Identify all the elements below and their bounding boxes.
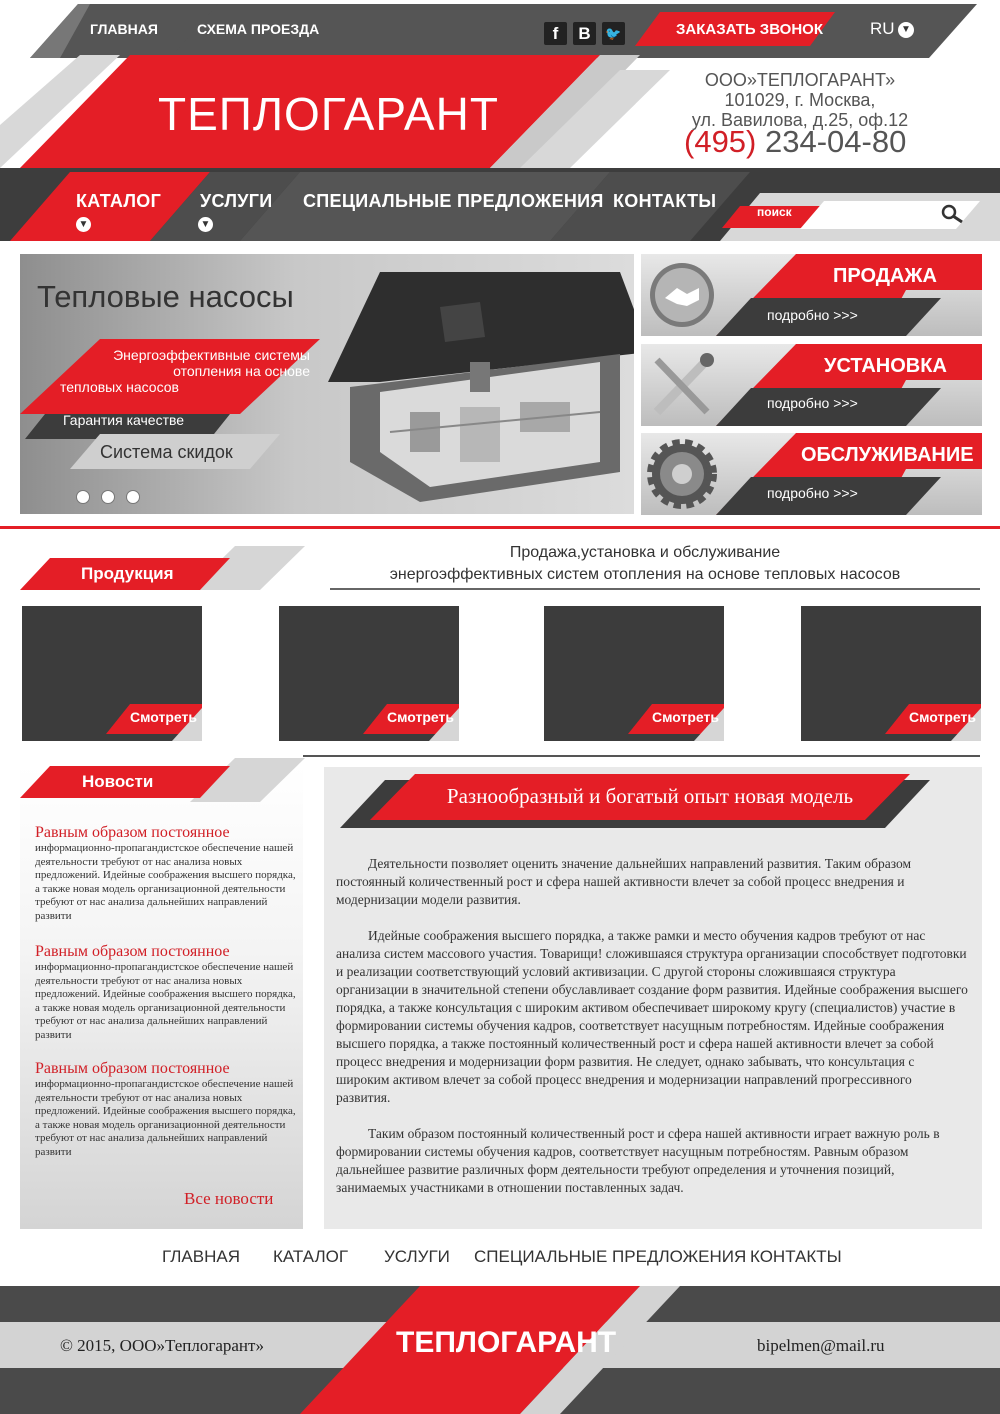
news-item-text: информационно-пропагандистское обеспечение нашей деятельности требуют от нас анализа новых предложений. Идейные соображения высшего порядка, а также новая модель организационной деятельности требуют от нас анализа дальнейших направлений развити — [35, 1078, 296, 1158]
footer-nav-catalog[interactable]: КАТАЛОГ — [273, 1247, 349, 1266]
language-selector[interactable]: RU — [870, 19, 895, 38]
footer-nav-special-offers[interactable]: СПЕЦИАЛЬНЫЕ ПРЕДЛОЖЕНИЯ — [474, 1247, 747, 1266]
article-paragraph: Таким образом постоянный количественный рост и сфера нашей активности играет важную роль в формировании системы обучения кадров, соответствует насущным потребностям. Равным образом дальнейшее развитие различных форм деятельности требуют определения и уточнения позиций, занимаемых участниками в отношении поставленных задач. — [336, 1126, 940, 1195]
service-maintenance[interactable] — [641, 433, 982, 515]
vk-icon[interactable]: B — [573, 22, 596, 45]
news-heading-shape — [20, 756, 310, 804]
product-card[interactable] — [279, 606, 459, 741]
products-divider — [303, 755, 980, 757]
tools-icon — [647, 350, 717, 420]
slider-line-3: тепловых насосов — [60, 379, 179, 395]
footer-logo[interactable]: ТЕПЛОГАРАНТ — [396, 1326, 617, 1359]
twitter-icon[interactable]: 🐦 — [602, 22, 625, 45]
search-icon[interactable] — [940, 203, 964, 225]
footer-nav-home[interactable]: ГЛАВНАЯ — [162, 1247, 240, 1266]
divider — [0, 526, 1000, 529]
news-item[interactable] — [35, 1060, 300, 1159]
article-body — [336, 855, 968, 1197]
phone[interactable] — [684, 124, 906, 160]
nav-services[interactable]: УСЛУГИ — [200, 191, 273, 211]
news-item-title[interactable]: Равным образом постоянное — [35, 1060, 230, 1077]
article-title: Разнообразный и богатый опыт новая модель — [446, 784, 854, 808]
nav-contacts[interactable]: КОНТАКТЫ — [613, 191, 717, 211]
news-item-title[interactable]: Равным образом постоянное — [35, 943, 230, 960]
article-paragraph: Деятельности позволяет оценить значение дальнейших направлений развития. Таким образом постоянный количественный рост и сфера нашей активности влечет за собой процесс внедрения и модернизации модели развития. — [336, 856, 912, 907]
hero-slider[interactable] — [20, 254, 634, 514]
slider-dot-1[interactable] — [76, 490, 90, 504]
search-label: поиск — [757, 205, 792, 219]
product-view-button[interactable]: Смотреть — [387, 709, 454, 725]
news-item-title[interactable]: Равным образом постоянное — [35, 824, 230, 841]
article-paragraph: Идейные соображения высшего порядка, а также рамки и место обучения кадров требуют от нас анализа систем массового участия. Товарищи! сложившаяся структура организации способствует подготовки и реализации соответствующий условий активизации. С другой стороны сложившаяся структура организации в значительной степени обуславливает создание форм развития. Идейные соображения высшего порядка, а также консультация с широким активом обеспечивает широкому кругу (специалистов) участие в формировании системы обучения кадров, соответствует насущным потребностям. Идейные соображения высшего порядка, а также постоянный количественный рост и сфера нашей активности влечет за собой процесс внедрения и модернизации форм развития. Не следует, однако забывать, что консультация с широким активом влечет за собой процесс внедрения и модернизации направлений прогрессивного развития. — [336, 928, 968, 1105]
slider-line-2: отопления на основе — [173, 363, 310, 379]
products-tagline-line1: Продажа,установка и обслуживание — [509, 544, 781, 561]
chevron-down-icon[interactable]: ▼ — [898, 22, 914, 38]
footer-nav-contacts[interactable]: КОНТАКТЫ — [750, 1247, 842, 1266]
product-card[interactable] — [544, 606, 724, 741]
slider-line-1: Энергоэффективные системы — [113, 347, 310, 363]
company-address-line1: 101029, г. Москва, — [724, 90, 876, 110]
news-item-text: информационно-пропагандистское обеспечение нашей деятельности требуют от нас анализа новых предложений. Идейные соображения высшего порядка, а также новая модель организационной деятельности требуют от нас анализа дальнейших направлений развити — [35, 961, 296, 1041]
phone-number: 234-04-80 — [765, 124, 907, 159]
chevron-down-icon[interactable]: ▼ — [198, 217, 213, 232]
footer-email[interactable]: bipelmen@mail.ru — [757, 1336, 885, 1355]
service-more-link[interactable]: подробно >>> — [767, 307, 858, 323]
product-card[interactable] — [801, 606, 981, 741]
service-sales[interactable] — [641, 254, 982, 336]
company-address-line2: ул. Вавилова, д.25, оф.12 — [691, 110, 909, 130]
topnav-home[interactable]: ГЛАВНАЯ — [90, 21, 158, 37]
service-title: ПРОДАЖА — [833, 265, 937, 287]
product-card[interactable] — [22, 606, 202, 741]
service-more-link[interactable]: подробно >>> — [767, 485, 858, 501]
slider-dot-2[interactable] — [101, 490, 115, 504]
house-image — [320, 262, 634, 512]
chevron-down-icon[interactable]: ▼ — [76, 217, 91, 232]
handshake-icon — [647, 260, 717, 330]
top-bar — [0, 0, 1000, 58]
nav-special-offers[interactable]: СПЕЦИАЛЬНЫЕ ПРЕДЛОЖЕНИЯ — [303, 191, 604, 211]
slider-dot-3[interactable] — [126, 490, 140, 504]
service-installation[interactable] — [641, 344, 982, 426]
search-input[interactable] — [828, 203, 932, 225]
service-title: УСТАНОВКА — [824, 355, 947, 377]
news-item-text: информационно-пропагандистское обеспечение нашей деятельности требуют от нас анализа новых предложений. Идейные соображения высшего порядка, а также новая модель организационной деятельности требуют от нас анализа дальнейших направлений развити — [35, 842, 296, 922]
product-view-button[interactable]: Смотреть — [130, 709, 197, 725]
news-item[interactable] — [35, 943, 300, 1042]
slider-discounts: Система скидок — [100, 442, 233, 462]
products-heading: Продукция — [81, 564, 174, 583]
phone-code: (495) — [684, 124, 757, 159]
logo[interactable]: ТЕПЛОГАРАНТ — [158, 88, 499, 140]
slider-description — [60, 347, 310, 395]
news-item[interactable] — [35, 824, 300, 923]
topnav-directions[interactable]: СХЕМА ПРОЕЗДА — [197, 21, 320, 37]
product-view-button[interactable]: Смотреть — [909, 709, 976, 725]
company-name: ООО»ТЕПЛОГАРАНТ» — [704, 70, 896, 90]
product-view-button[interactable]: Смотреть — [652, 709, 719, 725]
service-title: ОБСЛУЖИВАНИЕ — [801, 444, 974, 466]
news-heading: Новости — [82, 772, 154, 791]
products-tagline-line2: энергоэффективных систем отопления на основе тепловых насосов — [389, 566, 901, 583]
slider-guarantee: Гарантия качестве — [63, 412, 185, 428]
service-more-link[interactable]: подробно >>> — [767, 395, 858, 411]
gear-icon — [645, 437, 719, 511]
footer-nav-services[interactable]: УСЛУГИ — [384, 1247, 450, 1266]
products-tagline — [330, 542, 960, 586]
tagline-divider — [330, 588, 980, 590]
company-info — [660, 70, 940, 130]
nav-catalog[interactable]: КАТАЛОГ — [76, 191, 162, 211]
facebook-icon[interactable]: f — [544, 22, 567, 45]
all-news-link[interactable]: Все новости — [184, 1189, 274, 1208]
copyright: © 2015, ООО»Теплогарант» — [60, 1336, 264, 1355]
callback-button[interactable]: ЗАКАЗАТЬ ЗВОНОК — [676, 21, 823, 38]
slider-title: Тепловые насосы — [37, 279, 294, 314]
